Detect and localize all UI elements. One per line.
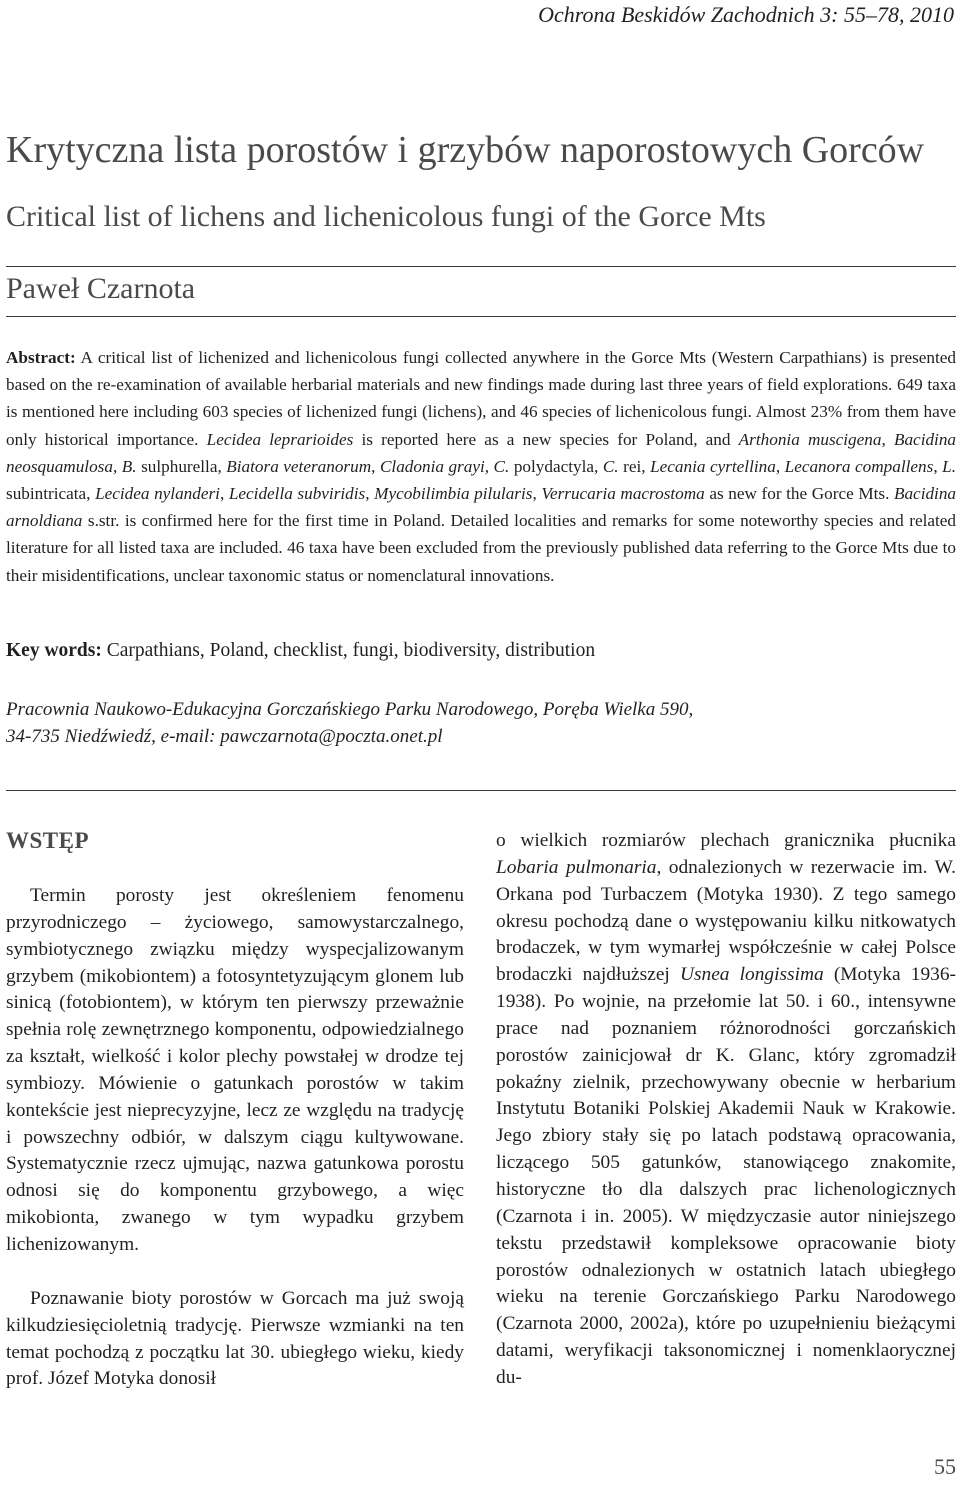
title-divider <box>6 266 956 267</box>
abstract-text: , <box>933 456 943 476</box>
body-paragraph <box>496 828 956 1392</box>
abstract-text: rei, <box>618 456 651 476</box>
abstract-text: subintricata, <box>6 484 96 504</box>
body-paragraph: Poznawanie bioty porostów w Gorcach ma już swoją kilkudziesięcioletnią tradycję. Pierwsze wzmianki na ten temat pochodzą z początku lat 30. ubiegłego wieku, kiedy prof. Józef Motyka donosił <box>6 1287 464 1390</box>
abstract-text: sulphurella, <box>136 456 227 476</box>
species-name: C. <box>493 456 510 476</box>
abstract-text: as new for the Gorce Mts. <box>704 484 894 504</box>
species-name: Lecidea nylanderi <box>95 484 220 504</box>
abstract-text: , <box>881 429 894 449</box>
body-paragraph: Termin porosty jest określeniem fenomenu przyrodniczego – życiowego, samowystarczalnego, symbiotycznego związku między wyspecjalizowanym grzybem (mikobiontem) a fotosyntetyzującym glonem lub sinicą (fotobiontem), w którym ten pierwszy przeważnie spełnia rolę zewnętrznego komponentu, odpowiedzialnego za kształt, wielkość i kolor plechy powstałej w drodze tej symbiozy. Mówienie o gatunkach porostów w takim kontekście jest nieprecyzyjne, lecz ze względu na tradycję i powszechny odbiór, w dalszym ciągu kultywowane. Systematycznie rzecz ujmując, nazwa gatunkowa porostu odnosi się do komponentu grzybowego, a więc mikobionta, zwanego w tym wypadku grzybem lichenizowanym. <box>6 885 464 1255</box>
body-text: , odnalezionych w rezerwacie im. W. Orkana pod Turbaczem (Motyka 1930). Z tego samego okresu pochodzą dane o występowaniu kilku nitkowatych brodaczek, w tym wymarłej współcześnie w całej Polsce brodaczki najdłuższej <box>496 856 957 986</box>
body-column-right <box>496 828 956 1392</box>
abstract-text: , <box>112 456 122 476</box>
author-divider <box>6 316 956 317</box>
species-name: Lecanora compallens <box>784 456 934 476</box>
species-name: Lecidella subviridis <box>228 484 366 504</box>
abstract-text: s.str. is confirmed here for the first time in Poland. Detailed localities and remarks for some noteworthy species and related literature for all listed taxa are included. 46 taxa have been excluded from the previously published data referring to the Gorce Mts due to their misidentifications, unclear taxonomic status or nomenclatural innovations. <box>6 511 956 585</box>
species-name: Mycobilimbia pilularis <box>374 484 533 504</box>
body-column-left <box>6 828 464 1393</box>
species-name: B. <box>121 456 137 476</box>
body-text: (Motyka 1936-1938). Po wojnie, na przełomie lat 50. i 60., intensywne prace nad poznaniem różnorodności gorczańskich porostów zainicjował dr K. Glanc, który zgromadził pokaźny zielnik, przechowywany obecnie w herbarium Instytutu Botaniki Polskiej Akademii Nauk w Krakowie. Jego zbiory stały się po latach podstawą opracowania, liczącego 505 gatunków, stanowiącego znakomite, historyczne tło dla dalszych prac lichenologicznych (Czarnota i in. 2005). W międzyczasie autor niniejszego tekstu przedstawił kompleksowe opracowanie bioty porostów odnalezionych w ostatnich latach ubiegłego wieku na terenie Gorczańskiego Parku Narodowego (Czarnota 2000, 2002a), które po uzupełnieniu bieżącymi datami, weryfikacji taksonomicznej i nomenklaorycznej du- <box>496 964 956 1388</box>
abstract-text: , <box>775 456 785 476</box>
abstract-text: is reported here as a new species for Poland, and <box>353 429 739 449</box>
page-number: 55 <box>934 1454 956 1479</box>
section-heading: WSTĘP <box>6 828 90 853</box>
section-divider <box>6 790 956 791</box>
article-title-english: Critical list of lichens and lichenicolous fungi of the Gorce Mts <box>6 200 766 233</box>
body-text: o wielkich rozmiarów plechach granicznika płucnika <box>496 830 956 851</box>
abstract-text: A critical list of lichenized and lichenicolous fungi collected anywhere in the Gorce Mts (Western Carpathians) is presented based on the re-examination of available herbarial materials and new findings made during last three years of field explorations. <box>6 348 956 395</box>
species-name: Lobaria pulmonaria <box>496 856 657 878</box>
species-name: C. <box>602 456 619 476</box>
keywords-text: Carpathians, Poland, checklist, fungi, biodiversity, distribution <box>101 640 596 661</box>
author-name: Paweł Czarnota <box>6 272 196 305</box>
species-name: Bacidina arnoldiana <box>6 484 957 531</box>
species-name: Bacidina neosquamulosa <box>6 429 957 476</box>
abstract <box>6 344 956 589</box>
abstract-text: , <box>532 484 542 504</box>
running-head: Ochrona Beskidów Zachodnich 3: 55–78, 2010 <box>538 2 954 27</box>
abstract-label: Abstract: <box>6 348 76 367</box>
species-name: Usnea longissima <box>679 964 824 986</box>
abstract-text: 649 taxa is mentioned here including 603 species of lichenized fungi (lichens), and 46 species of lichenicolous fungi. Almost 23% from them have only historical importance. <box>6 375 956 449</box>
abstract-text: , <box>219 484 229 504</box>
abstract-text: , <box>371 456 380 476</box>
keywords-label: Key words: <box>6 640 102 661</box>
article-title-polish: Krytyczna lista porostów i grzybów naporostowych Gorców <box>6 129 925 171</box>
species-name: L. <box>942 456 956 476</box>
species-name: Cladonia grayi <box>379 456 485 476</box>
species-name: Verrucaria macrostoma <box>541 484 705 504</box>
species-name: Lecidea leprarioides <box>206 429 354 449</box>
affiliation-line: Pracownia Naukowo-Edukacyjna Gorczańskiego Parku Narodowego, Poręba Wielka 590, <box>6 699 694 720</box>
species-name: Arthonia muscigena <box>738 429 882 449</box>
abstract-text: , <box>365 484 375 504</box>
abstract-text: polydactyla, <box>509 456 603 476</box>
abstract-text: , <box>484 456 494 476</box>
species-name: Biatora veteranorum <box>226 456 372 476</box>
keywords <box>6 640 595 662</box>
species-name: Lecania cyrtellina <box>650 456 776 476</box>
affiliation <box>6 696 693 750</box>
affiliation-line: 34-735 Niedźwiedź, e-mail: pawczarnota@poczta.onet.pl <box>6 726 443 747</box>
